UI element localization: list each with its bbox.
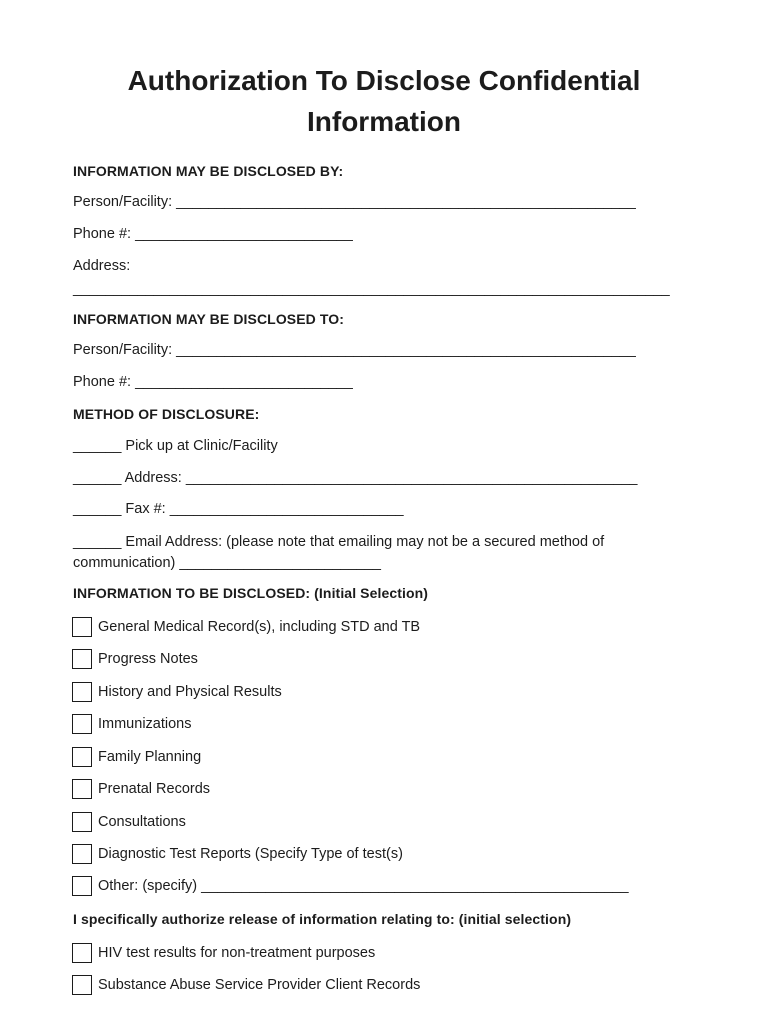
method-fax-option[interactable]: ______ Fax #: _____________________________ (73, 501, 404, 517)
info-item-family-planning[interactable] (72, 745, 201, 769)
document-title: Authorization To Disclose Confidential Information (127, 65, 641, 137)
checkbox-label: Consultations (98, 813, 186, 830)
checkbox-label: History and Physical Results (98, 683, 282, 700)
disclosed-to-phone-field[interactable]: Phone #: ___________________________ (73, 374, 353, 390)
checkbox[interactable] (72, 975, 92, 995)
checkbox[interactable] (72, 649, 92, 669)
disclosed-by-address-label: Address: (73, 258, 131, 274)
specific-authorization-heading: I specifically authorize release of information relating to: (initial selection) (73, 911, 572, 927)
method-address-option[interactable]: ______ Address: ________________________________________________________ (73, 470, 638, 486)
checkbox[interactable] (72, 682, 92, 702)
checkbox[interactable] (72, 714, 92, 734)
checkbox-label: Progress Notes (98, 650, 198, 667)
checkbox[interactable] (72, 812, 92, 832)
specific-item-hiv-results[interactable] (72, 941, 375, 965)
checkbox-label: HIV test results for non-treatment purposes (98, 944, 376, 961)
info-disclosed-heading: INFORMATION TO BE DISCLOSED: (Initial Selection) (73, 585, 429, 601)
method-pickup-option[interactable]: ______ Pick up at Clinic/Facility (73, 438, 278, 454)
checkbox[interactable] (72, 844, 92, 864)
method-heading: METHOD OF DISCLOSURE: (73, 406, 260, 422)
method-email-option[interactable]: ______ Email Address: (please note that emailing may not be a secured method of communication) _________________________ (73, 534, 605, 571)
disclosed-by-phone-field[interactable]: Phone #: ___________________________ (73, 226, 353, 242)
checkbox[interactable] (72, 617, 92, 637)
disclosed-to-heading: INFORMATION MAY BE DISCLOSED TO: (73, 311, 345, 327)
disclosed-by-heading: INFORMATION MAY BE DISCLOSED BY: (73, 163, 344, 179)
checkbox[interactable] (72, 779, 92, 799)
checkbox[interactable] (72, 747, 92, 767)
checkbox-label: Family Planning (98, 748, 202, 765)
checkbox-label: Diagnostic Test Reports (Specify Type of test(s) (98, 845, 403, 862)
info-item-progress-notes[interactable] (72, 647, 198, 671)
checkbox-label: Prenatal Records (98, 780, 211, 797)
checkbox-label: Immunizations (98, 715, 192, 732)
checkbox[interactable] (72, 943, 92, 963)
info-item-diagnostic-test-reports[interactable] (72, 842, 403, 866)
checkbox[interactable] (72, 876, 92, 896)
checkbox-label: Other: (specify) _____________________________________________________ (98, 877, 629, 894)
disclosed-by-address-field[interactable]: __________________________________________________________________________ (73, 281, 670, 297)
disclosed-by-person-facility-field[interactable]: Person/Facility: _________________________________________________________ (73, 194, 636, 210)
info-item-history-physical[interactable] (72, 680, 282, 704)
checkbox-label: General Medical Record(s), including STD and TB (98, 618, 421, 635)
info-item-prenatal-records[interactable] (72, 777, 210, 801)
info-item-immunizations[interactable] (72, 712, 191, 736)
info-item-other[interactable] (72, 874, 629, 898)
info-item-general-medical-records[interactable] (72, 615, 420, 639)
disclosed-to-person-facility-field[interactable]: Person/Facility: _________________________________________________________ (73, 342, 636, 358)
specific-item-substance-abuse-records[interactable] (72, 973, 420, 997)
info-item-consultations[interactable] (72, 810, 186, 834)
checkbox-label: Substance Abuse Service Provider Client Records (98, 976, 421, 993)
